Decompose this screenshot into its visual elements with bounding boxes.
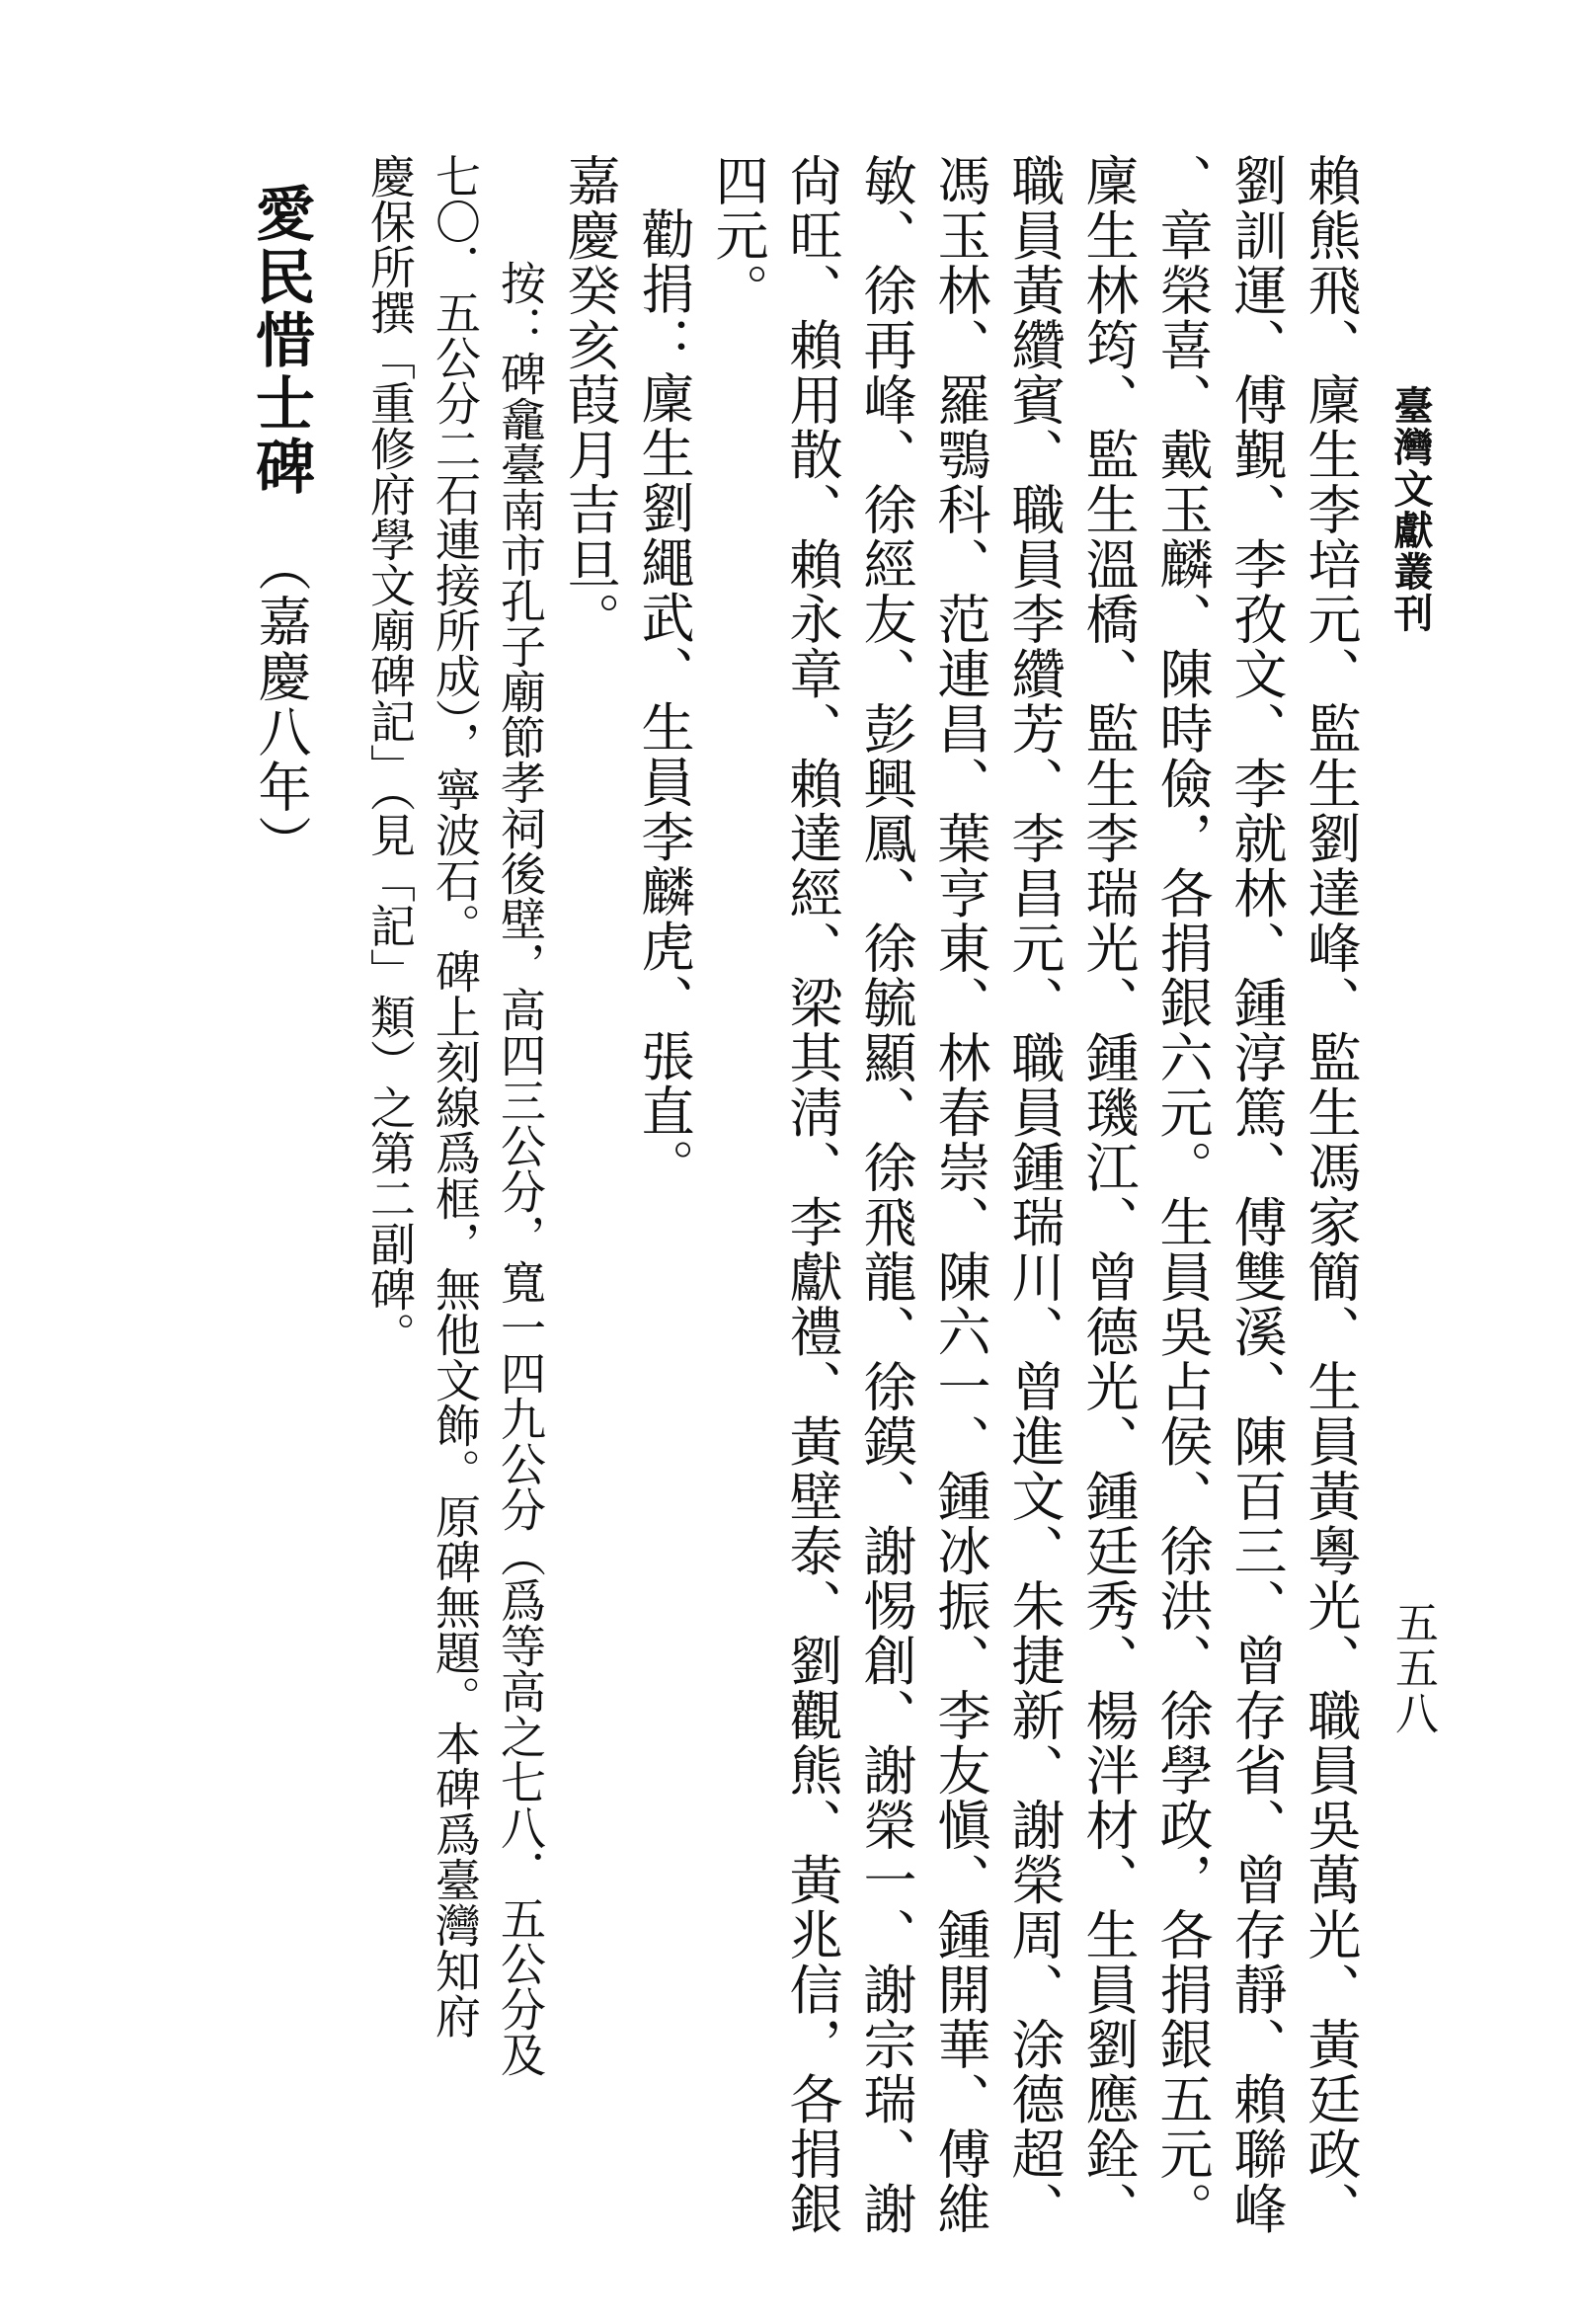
column-gap: [328, 153, 357, 2020]
section-heading: [233, 153, 328, 2020]
solicitors-line: 勸捐：廩生劉繩武、生員李麟虎、張直。: [633, 206, 695, 1193]
donor-line: 馮玉林、羅鶚科、范連昌、葉亨東、林春崇、陳六一、鍾冰振、李友愼、鍾開華、傅維: [929, 153, 991, 2236]
editor-note-line: 慶保所撰「重修府學文廟碑記」（見「記」類）之第二副碑。: [363, 153, 417, 1357]
section-heading-title: 愛民惜士碑: [246, 183, 315, 499]
series-title: 臺灣文獻叢刊: [1387, 385, 1434, 634]
donor-line: 劉訓運、傅覲、李孜文、李就林、鍾淳篤、傅雙溪、陳百三、曾存省、曾存靜、賴聯峰: [1225, 153, 1288, 2236]
donor-line: 四元。: [707, 153, 769, 318]
donor-line: 廩生林筠、監生溫橋、監生李瑞光、鍾璣江、曾德光、鍾廷秀、楊泮材、生員劉應銓、: [1077, 153, 1140, 2236]
donor-line: 敏、徐再峰、徐經友、彭興鳳、徐毓顯、徐飛龍、徐鏌、謝惕創、謝榮一、謝宗瑞、謝: [855, 153, 917, 2236]
donor-line: 、章榮喜、戴玉麟、陳時儉，各捐銀六元。生員吳占侯、徐洪、徐學政，各捐銀五元。: [1151, 153, 1214, 2236]
donor-line: 尙旺、賴用散、賴永章、賴達經、梁其淸、李獻禮、黃壁泰、劉觀熊、黃兆信，各捐銀: [781, 153, 843, 2236]
section-heading-era: （嘉慶八年）: [250, 538, 312, 870]
page-number: 五五八: [1387, 1600, 1438, 1736]
editor-note-line: 七〇．五公分二石連接所成），寧波石。碑上刻線爲框，無他文飾。原碑無題。本碑爲臺灣知府: [429, 153, 482, 2039]
donor-line: 賴熊飛、廩生李培元、監生劉達峰、監生馮家簡、生員黃粵光、職員吳萬光、黃廷政、: [1300, 153, 1362, 2236]
editor-note-line: 按：碑龕臺南市孔子廟節孝祠後壁，高四三公分，寬一四九公分（爲等高之七八．五公分及: [494, 260, 547, 2077]
donor-line: 職員黃纘賓、職員李纘芳、李昌元、職員鍾瑞川、曾進文、朱捷新、謝榮周、涂德超、: [1003, 153, 1066, 2236]
date-line: 嘉慶癸亥葭月吉旦。: [559, 153, 621, 647]
main-text-block: [233, 153, 1368, 2236]
